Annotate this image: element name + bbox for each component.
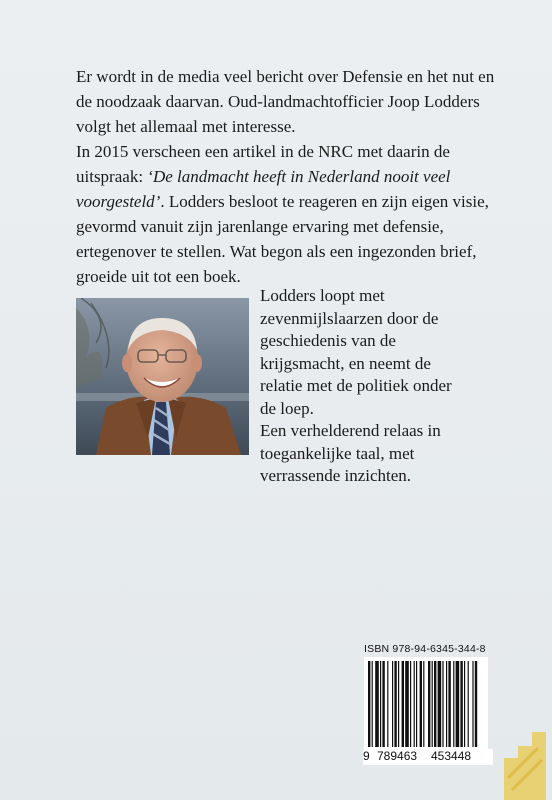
barcode-bar <box>414 661 415 747</box>
barcode-bar <box>453 661 454 747</box>
watermark-logo <box>498 718 552 800</box>
side-paragraph-2: Een verhelderend relaas in toegankelijke taal, met verrassende inzichten. <box>260 421 441 485</box>
barcode-bar <box>372 661 373 747</box>
side-paragraph-1: Lodders loopt met zevenmijlslaarzen door de geschiedenis van de krijgsmacht, en neemt de relatie met de politiek onder de loep. <box>260 286 452 418</box>
barcode-bar <box>398 661 399 747</box>
barcode-digit-prefix: 9 <box>363 749 370 763</box>
barcode-bar <box>468 661 469 747</box>
author-portrait-image <box>76 298 249 455</box>
barcode-bar <box>434 661 436 747</box>
barcode-digits-left: 789463 <box>377 749 418 763</box>
barcode-bar <box>438 661 442 747</box>
quote: ‘De landmacht heeft in Nederland nooit veel voorgesteld’ <box>76 167 451 211</box>
barcode-bars <box>364 657 488 755</box>
barcode-bar <box>410 661 411 747</box>
barcode-bar <box>368 661 370 747</box>
intro-text <box>76 64 496 289</box>
barcode-bar <box>432 661 433 747</box>
barcode <box>364 657 488 755</box>
barcode-bar <box>402 661 404 747</box>
barcode-bar <box>420 661 422 747</box>
barcode-bar <box>456 661 460 747</box>
intro-p2-end: . Lodders besloot te reageren en zijn eigen visie, gevormd vanuit zijn jarenlange ervaring met defensie, ertegenover te stellen. Wat begon als een ingezonden brief, groeide uit tot een boek. <box>76 192 489 286</box>
intro-p2-start: In 2015 verscheen een artikel in de NRC met daarin de uitspraak: <box>76 142 450 186</box>
barcode-bar <box>472 661 473 747</box>
barcode-bar <box>416 661 417 747</box>
barcode-bar <box>446 661 447 747</box>
barcode-bar <box>464 661 465 747</box>
barcode-bar <box>460 661 462 747</box>
barcode-bar <box>448 661 450 747</box>
barcode-bar <box>405 661 409 747</box>
barcode-bar <box>428 661 430 747</box>
barcode-bar <box>423 661 424 747</box>
author-photo <box>76 298 249 455</box>
barcode-bar <box>375 661 379 747</box>
intro-paragraph-2 <box>76 139 496 289</box>
barcode-bar <box>442 661 443 747</box>
barcode-bar <box>392 661 393 747</box>
barcode-bar <box>394 661 396 747</box>
barcode-bar <box>382 661 384 747</box>
barcode-bar <box>380 661 381 747</box>
author-description <box>260 285 460 488</box>
isbn-label: ISBN 978-94-6345-344-8 <box>364 643 486 655</box>
intro-paragraph-1: Er wordt in de media veel bericht over Defensie en het nut en de noodzaak daarvan. Oud-landmachtofficier Joop Lodders volgt het allemaal met interesse. <box>76 67 495 136</box>
barcode-digits-right: 453448 <box>431 749 472 763</box>
barcode-bar <box>475 661 477 747</box>
barcode-bar <box>387 661 388 747</box>
barcode-digits <box>363 749 493 765</box>
